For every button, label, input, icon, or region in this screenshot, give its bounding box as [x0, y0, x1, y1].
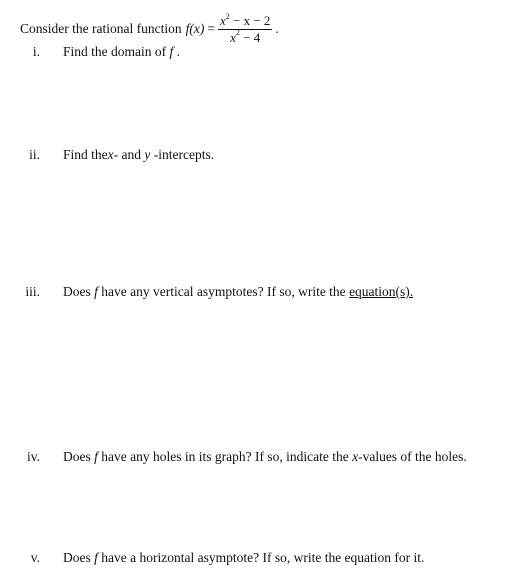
question-numeral: v. — [30, 550, 40, 565]
function-argument: (x) — [189, 21, 205, 36]
math-symbol-f: f — [94, 284, 98, 299]
rational-expression — [218, 11, 272, 45]
question-i — [0, 44, 518, 62]
question-text — [63, 449, 467, 465]
text-segment: Does — [63, 449, 95, 464]
text-segment: Find the domain of — [63, 44, 170, 59]
math-symbol-x: x — [352, 449, 359, 464]
text-segment: Does — [63, 284, 95, 299]
intro-text: Consider the rational function — [20, 21, 182, 36]
denominator — [228, 30, 262, 45]
numerator-variable: x — [219, 12, 226, 28]
underlined-text: equation(s). — [349, 284, 414, 299]
question-iv — [0, 449, 518, 467]
text-segment: Does — [63, 550, 95, 565]
question-ii — [0, 147, 518, 165]
text-segment: have any vertical asymptotes? If so, write the — [97, 284, 350, 299]
question-text — [63, 44, 180, 60]
text-segment: - and — [113, 147, 145, 162]
question-numeral: iv. — [27, 449, 40, 464]
text-segment: have a horizontal asymptote? If so, write the equation for it. — [97, 550, 425, 565]
function-name — [186, 21, 205, 37]
text-segment: Find the — [63, 147, 108, 162]
numerator — [218, 11, 272, 30]
question-text — [63, 147, 214, 163]
equals-sign: = — [207, 21, 215, 36]
function-symbol: f — [185, 21, 190, 36]
problem-intro — [20, 11, 279, 45]
intro-period: . — [275, 21, 279, 36]
denominator-exponent: 2 — [235, 28, 240, 38]
question-v — [0, 550, 518, 568]
text-segment: have any holes in its graph? If so, indicate the — [97, 449, 353, 464]
question-text — [63, 284, 413, 300]
text-segment: -values of the holes. — [358, 449, 467, 464]
question-text — [63, 550, 424, 566]
text-segment: -intercepts. — [150, 147, 215, 162]
math-symbol-x: x — [107, 147, 114, 162]
math-symbol-f: f — [94, 550, 98, 565]
numerator-exponent: 2 — [225, 11, 230, 21]
question-numeral: iii. — [25, 284, 40, 299]
denominator-variable: x — [230, 29, 236, 45]
text-segment: . — [173, 44, 181, 59]
question-numeral: i. — [32, 44, 40, 59]
numerator-rest: − x − 2 — [233, 12, 271, 28]
math-symbol-f: f — [94, 449, 98, 464]
question-iii — [0, 284, 518, 302]
math-symbol-f: f — [169, 44, 174, 59]
question-numeral: ii. — [29, 147, 40, 162]
math-symbol-y: y — [144, 147, 151, 162]
denominator-rest: − 4 — [243, 29, 261, 45]
